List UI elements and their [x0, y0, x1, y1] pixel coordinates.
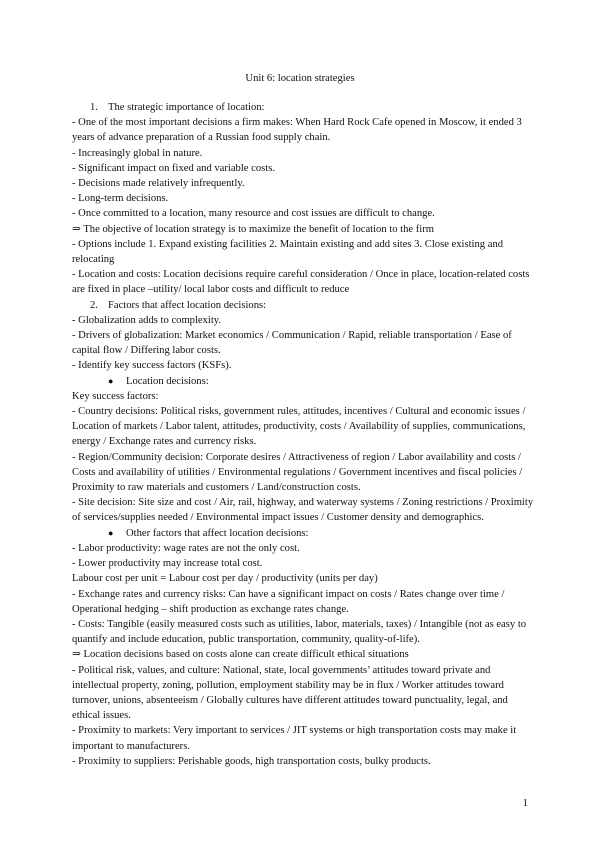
line-text: - Lower productivity may increase total cost. — [72, 558, 263, 570]
paragraph-line — [72, 222, 534, 237]
line-text: - Proximity to markets: Very important to services / JIT systems or high transportation costs may make it important to manufacturers. — [72, 725, 517, 752]
paragraph-line — [72, 206, 534, 221]
list-number: 2. — [90, 299, 98, 311]
line-text: - Proximity to suppliers: Perishable goods, high transportation costs, bulky products. — [72, 755, 431, 767]
paragraph-line — [72, 404, 534, 450]
line-text: Other factors that affect location decisions: — [126, 527, 309, 539]
line-text: - Decisions made relatively infrequently. — [72, 178, 245, 190]
paragraph-line — [72, 358, 534, 373]
line-text: Key success factors: — [72, 390, 159, 402]
line-text: - One of the most important decisions a firm makes: When Hard Rock Cafe opened in Moscow, it ended 3 years of advance preparation of a Russian food supply chain. — [72, 117, 522, 144]
paragraph-line — [72, 237, 534, 267]
paragraph-line — [72, 571, 534, 586]
paragraph-line — [72, 617, 534, 647]
document-title: Unit 6: location strategies — [245, 73, 355, 84]
line-text: - Long-term decisions. — [72, 193, 169, 205]
paragraph-line — [72, 328, 534, 358]
line-text: - Options include 1. Expand existing facilities 2. Maintain existing and add sites 3. Close existing and relocating — [72, 238, 504, 266]
paragraph-line — [72, 663, 534, 724]
paragraph-line — [72, 587, 534, 617]
paragraph-line — [72, 146, 534, 161]
line-text: The strategic importance of location: — [108, 102, 265, 113]
paragraph-line — [72, 450, 534, 496]
line-text: - Location and costs: Location decisions require careful consideration / Once in place, location-related costs are fixed in place –utility/ local labor costs and difficult to reduce — [72, 269, 530, 296]
paragraph-line — [72, 495, 534, 525]
line-text: - Country decisions: Political risks, government rules, attitudes, incentives / Cultural and economic issues / Location of markets / Labor talent, attitudes, productivity, costs / Availability of supplies, communications, energy / Exchange rates and currency risks. — [72, 406, 526, 448]
line-text: Factors that affect location decisions: — [108, 299, 267, 311]
line-text: - Increasingly global in nature. — [72, 147, 203, 159]
paragraph-line — [72, 313, 534, 328]
line-text: - Drivers of globalization: Market economics / Communication / Rapid, reliable transportation / Ease of capital flow / Differing labor costs. — [72, 330, 512, 357]
paragraph-line — [72, 541, 534, 556]
bullet-heading — [72, 374, 534, 389]
paragraph-line — [72, 389, 534, 404]
line-text: - Region/Community decision: Corporate desires / Attractiveness of region / Labor availability and costs / Costs and availability of utilities / Environmental regulations / Government incentives and fiscal policies / Proximity to raw materials and customers / Land/construction costs. — [72, 451, 523, 494]
line-text: Location decisions: — [126, 375, 209, 387]
section-heading — [72, 298, 534, 313]
line-text: ⇒ Location decisions based on costs alone can create difficult ethical situations — [72, 649, 409, 661]
line-text: - Identify key success factors (KSFs). — [72, 360, 232, 372]
paragraph-line — [72, 647, 534, 662]
paragraph-line — [72, 115, 534, 145]
line-text: - Globalization adds to complexity. — [72, 314, 222, 326]
paragraph-line — [72, 176, 534, 191]
paragraph-line — [72, 556, 534, 571]
line-text: - Costs: Tangible (easily measured costs such as utilities, labor, materials, taxes) / Intangible (not as easy to quantify and include education, public transportation, community, quality-of-life). — [72, 618, 527, 646]
line-text: - Site decision: Site size and cost / Air, rail, highway, and waterway systems / Zoning restrictions / Proximity of services/supplies needed / Environmental impact issues / Customer density and demographics. — [72, 497, 534, 524]
section-heading — [72, 100, 534, 115]
paragraph-line — [72, 723, 534, 753]
page-number: 1 — [522, 797, 528, 809]
line-text: - Once committed to a location, many resource and cost issues are difficult to change. — [72, 208, 435, 220]
paragraph-line — [72, 267, 534, 297]
line-text: - Significant impact on fixed and variable costs. — [72, 162, 275, 174]
line-text: - Political risk, values, and culture: National, state, local governments’ attitudes toward private and intellectual property, zoning, pollution, employment stability may be in flux / Worker attitudes toward turnover, unions, absenteeism / Globally cultures have different attitudes toward punctuality, legal, and ethical issues. — [72, 664, 508, 722]
paragraph-line — [72, 191, 534, 206]
paragraph-line — [72, 754, 534, 769]
line-text: - Exchange rates and currency risks: Can have a significant impact on costs / Rates change over time / Operational hedging – shift production as exchange rates change. — [72, 588, 505, 615]
line-text: Labour cost per unit = Labour cost per day / productivity (units per day) — [72, 573, 378, 585]
paragraph-line — [72, 161, 534, 176]
bullet-icon: ● — [108, 527, 114, 538]
bullet-heading — [72, 526, 534, 541]
line-text: - Labor productivity: wage rates are not the only cost. — [72, 542, 300, 554]
line-text: ⇒ The objective of location strategy is to maximize the benefit of location to the firm — [72, 223, 434, 235]
bullet-icon: ● — [108, 375, 114, 386]
list-number: 1. — [90, 102, 98, 113]
document-body — [72, 100, 534, 769]
